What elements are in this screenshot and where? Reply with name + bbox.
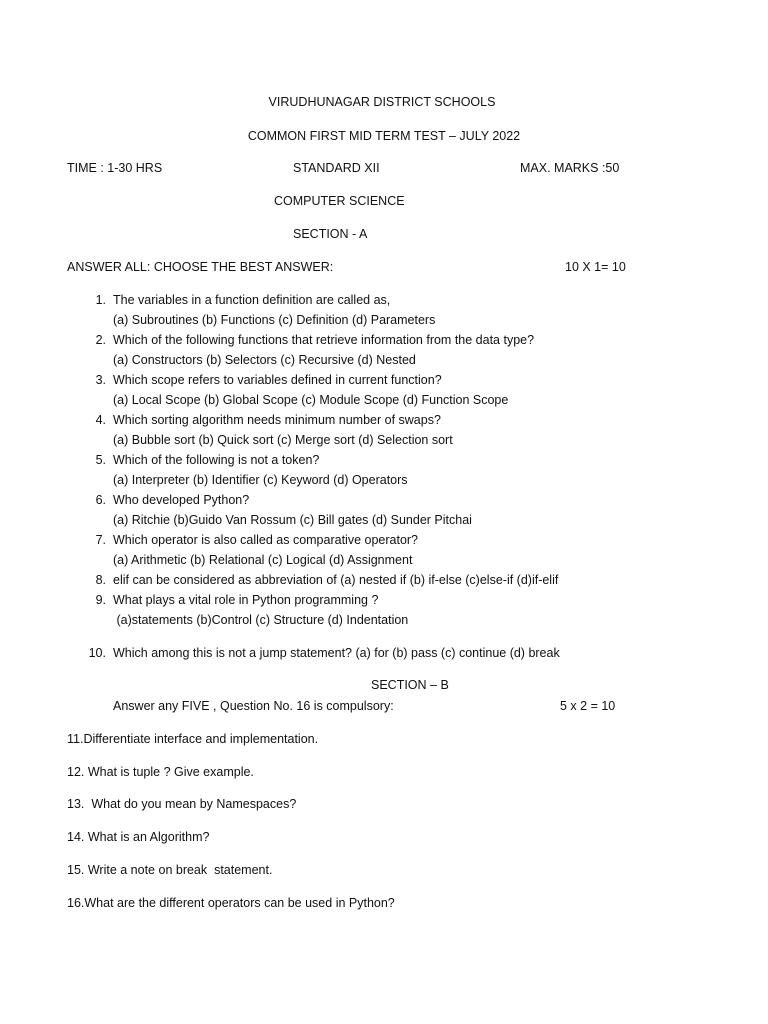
standard-label: STANDARD XII: [293, 161, 380, 175]
question-4: [0, 412, 768, 428]
question-text: Which of the following functions that retrieve information from the data type?: [113, 333, 535, 347]
section-a-title: SECTION - A: [293, 227, 368, 241]
question-6-options: [0, 512, 768, 528]
question-text: What plays a vital role in Python programming ?: [113, 593, 379, 607]
question-text: Which of the following is not a token?: [113, 453, 320, 467]
question-text: Which sorting algorithm needs minimum number of swaps?: [113, 413, 441, 427]
question-7-options: [0, 552, 768, 568]
question-number: 6.: [95, 493, 106, 507]
section-b-marks: 5 x 2 = 10: [560, 699, 616, 713]
question-number: 10.: [88, 646, 106, 660]
question-1-options: [0, 312, 768, 328]
question-13: 13. What do you mean by Namespaces?: [67, 797, 297, 811]
question-number: 7.: [95, 533, 106, 547]
test-title: COMMON FIRST MID TERM TEST – JULY 2022: [247, 129, 521, 143]
question-3: [0, 372, 768, 388]
section-a-instruction: ANSWER ALL: CHOOSE THE BEST ANSWER:: [67, 260, 334, 274]
question-options: (a) Bubble sort (b) Quick sort (c) Merge sort (d) Selection sort: [113, 433, 453, 447]
question-6: [0, 492, 768, 508]
question-number: 8.: [95, 573, 106, 587]
question-1: [0, 292, 768, 308]
max-marks-label: MAX. MARKS :50: [520, 161, 620, 175]
question-number: 2.: [95, 333, 106, 347]
question-options: (a) Subroutines (b) Functions (c) Definition (d) Parameters: [113, 313, 436, 327]
question-5: [0, 452, 768, 468]
question-number: 5.: [95, 453, 106, 467]
question-options: (a) Ritchie (b)Guido Van Rossum (c) Bill gates (d) Sunder Pitchai: [113, 513, 472, 527]
question-3-options: [0, 392, 768, 408]
question-12: 12. What is tuple ? Give example.: [67, 765, 254, 779]
question-text: The variables in a function definition are called as,: [113, 293, 391, 307]
question-number: 9.: [95, 593, 106, 607]
section-b-instruction: Answer any FIVE , Question No. 16 is compulsory:: [113, 699, 394, 713]
question-8: [0, 572, 768, 588]
question-options: (a) Local Scope (b) Global Scope (c) Module Scope (d) Function Scope: [113, 393, 509, 407]
question-text: elif can be considered as abbreviation of (a) nested if (b) if-else (c)else-if (d)if-elif: [113, 573, 559, 587]
question-number: 4.: [95, 413, 106, 427]
question-15: 15. Write a note on break statement.: [67, 863, 273, 877]
question-number: 3.: [95, 373, 106, 387]
subject-title: COMPUTER SCIENCE: [274, 194, 405, 208]
question-5-options: [0, 472, 768, 488]
question-11: 11.Differentiate interface and implementation.: [67, 732, 319, 746]
question-text: Which scope refers to variables defined in current function?: [113, 373, 442, 387]
question-options: (a)statements (b)Control (c) Structure (d) Indentation: [113, 613, 409, 627]
time-label: TIME : 1-30 HRS: [67, 161, 163, 175]
question-options: (a) Interpreter (b) Identifier (c) Keyword (d) Operators: [113, 473, 408, 487]
question-options: (a) Arithmetic (b) Relational (c) Logical (d) Assignment: [113, 553, 413, 567]
section-b-title: SECTION – B: [371, 678, 449, 692]
question-text: Who developed Python?: [113, 493, 250, 507]
question-14: 14. What is an Algorithm?: [67, 830, 210, 844]
question-7: [0, 532, 768, 548]
question-4-options: [0, 432, 768, 448]
school-name: VIRUDHUNAGAR DISTRICT SCHOOLS: [268, 95, 496, 109]
question-text: Which among this is not a jump statement? (a) for (b) pass (c) continue (d) break: [113, 646, 560, 660]
question-2: [0, 332, 768, 348]
section-a-marks: 10 X 1= 10: [565, 260, 626, 274]
question-number: 1.: [95, 293, 106, 307]
question-9-options: [0, 612, 768, 628]
question-9: [0, 592, 768, 608]
question-options: (a) Constructors (b) Selectors (c) Recursive (d) Nested: [113, 353, 416, 367]
question-2-options: [0, 352, 768, 368]
question-10: [0, 645, 768, 661]
question-16: 16.What are the different operators can be used in Python?: [67, 896, 395, 910]
question-text: Which operator is also called as comparative operator?: [113, 533, 419, 547]
